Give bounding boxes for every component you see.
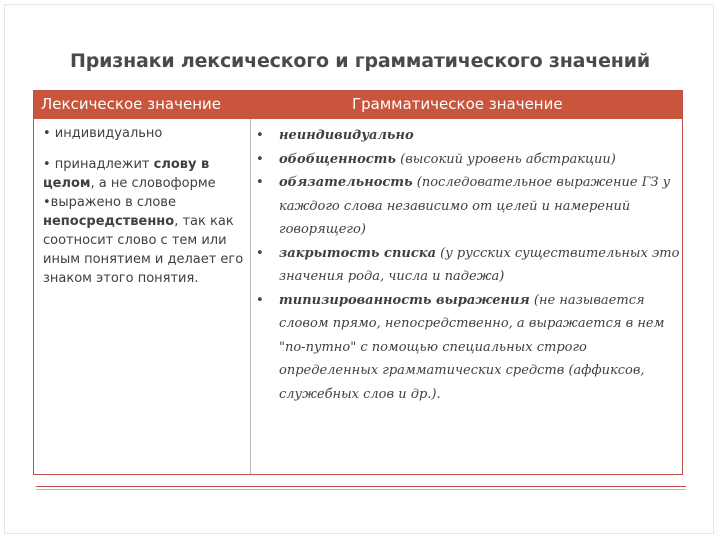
bullet-icon: • (256, 151, 264, 167)
slide-title: Признаки лексического и грамматического значений (70, 50, 650, 72)
footer-divider-secondary (36, 489, 686, 490)
grammatical-column (256, 124, 680, 406)
grammatical-item (256, 124, 680, 148)
lexical-item-3 (43, 193, 248, 288)
lexical-item-1: • индивидуально (43, 126, 163, 141)
item-term: неиндивидуально (279, 128, 414, 143)
bullet-icon: • (256, 292, 264, 308)
bullet-icon: • (256, 128, 264, 143)
item-term: закрытость списка (279, 245, 436, 261)
item-term: типизированность выражения (279, 292, 530, 308)
item-term: обобщенность (279, 151, 397, 167)
lexical-item-2-bold: слову в целом (43, 157, 210, 191)
item-text: (последовательное выражение ГЗ у каждого слова независимо от целей и намерений говорящего) (279, 175, 671, 237)
lexical-item-2-end: , а не словоформе (90, 176, 216, 191)
footer-divider (36, 486, 686, 487)
item-text: (высокий уровень абстракции) (396, 151, 616, 167)
lexical-item-2-text: • принадлежит (43, 157, 154, 172)
header-lexical: Лексическое значение (41, 95, 221, 113)
column-divider (250, 119, 251, 474)
grammatical-item (256, 171, 680, 242)
lexical-item-2 (43, 155, 248, 193)
lexical-item-3-text: •выражено в слове (43, 195, 176, 210)
item-term: обязательность (279, 175, 413, 190)
bullet-icon: • (256, 175, 264, 190)
item-text: (у русских существительных это значения рода, числа и падежа) (279, 245, 680, 284)
lexical-item-3-bold: непосредственно (43, 214, 175, 229)
grammatical-item (256, 242, 680, 289)
lexical-column (43, 124, 248, 288)
table-header (34, 91, 682, 119)
comparison-table (33, 90, 683, 475)
bullet-icon: • (256, 245, 264, 261)
header-grammatical: Грамматическое значение (352, 95, 563, 113)
grammatical-item (256, 148, 680, 172)
item-text: (не называется словом прямо, непосредственно, а выражается в нем "по-путно" с помощью специальных строго определенных грамматических средств (аффиксов, служебных слов и др.). (279, 292, 665, 402)
grammatical-item (256, 289, 680, 407)
lexical-item-3-end: , так как соотносит слово с тем или иным понятием и делает его знаком этого понятия. (43, 214, 244, 286)
